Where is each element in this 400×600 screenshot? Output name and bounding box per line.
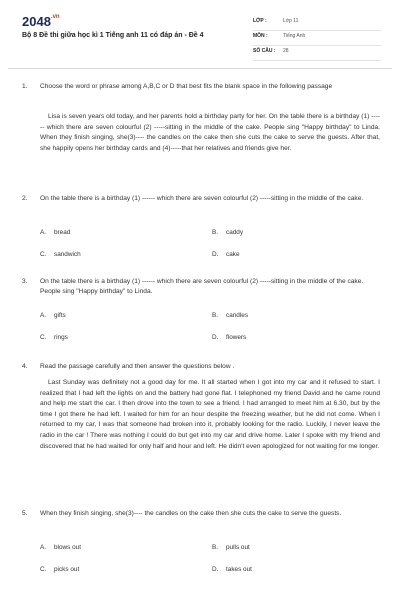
header-divider: [8, 68, 392, 69]
option-letter: B.: [212, 312, 219, 319]
option-text: candles: [226, 312, 249, 319]
option-text: blows out: [54, 544, 81, 551]
option-letter: D.: [212, 566, 219, 573]
meta-row-subject: [253, 31, 381, 46]
option-text: bread: [54, 229, 71, 236]
question-number: 5.: [22, 510, 28, 517]
option-letter: D.: [212, 251, 219, 258]
option-letter: C.: [40, 334, 47, 341]
meta-value: Tiếng Anh: [283, 33, 306, 39]
option-d[interactable]: [212, 566, 252, 573]
option-text: picks out: [54, 566, 80, 573]
meta-value: 28: [283, 48, 289, 54]
document-title: Bộ 8 Đề thi giữa học kì 1 Tiếng anh 11 có đáp án - Đề 4: [22, 32, 204, 39]
meta-key: MÔN :: [253, 33, 268, 39]
option-text: flowers: [226, 334, 247, 341]
option-b[interactable]: [212, 229, 243, 236]
site-logo[interactable]: [22, 14, 60, 29]
option-text: gifts: [54, 312, 66, 319]
option-letter: A.: [40, 312, 47, 319]
option-c[interactable]: [40, 334, 68, 341]
question-text: Choose the word or phrase among A,B,C or D that best fits the blank space in the following passage: [40, 83, 333, 90]
passage-2: Last Sunday was definitely not a good day for me. It all started when I got into my car and it refused to start. I realized that I had left the lights on and the battery had gone flat. I telephoned my friend David and he came round and help me start the car. I then drove into the town to see a friend. I had arranged to meet him at 6.30, but by the time I got there he had left. I waited for him for an hour despite the freezing weather, but he did not come. When I returned to my car, I was that someone had broken into it, probably looking for the radio. Luckily, I never leave the radio in the car ! There was nothing I could do but get into my car and drive home. Later I spoke with my friend and discovered that he had waited for only half and hour and left. He didn't even apologized for not waiting for me longer.: [40, 379, 380, 450]
meta-row-class: [253, 16, 381, 31]
option-letter: B.: [212, 229, 219, 236]
question-number: 2.: [22, 195, 28, 202]
question-number: 4.: [22, 363, 28, 370]
option-c[interactable]: [40, 566, 79, 573]
logo-text: 2048: [22, 14, 51, 29]
option-text: pulls out: [226, 544, 250, 551]
option-letter: A.: [40, 229, 47, 236]
meta-table: [253, 16, 381, 61]
option-a[interactable]: [40, 312, 66, 319]
logo-suffix: .vn: [50, 14, 60, 20]
question-text: On the table there is a birthday (1) ------ which there are seven colourful (2) -----sitting in the middle of the cake. People sing "Happy birthday" to Linda.: [40, 278, 364, 296]
question-text: Read the passage carefully and then answer the questions below .: [40, 363, 235, 370]
option-b[interactable]: [212, 544, 250, 551]
option-a[interactable]: [40, 544, 81, 551]
question-number: 1.: [22, 83, 28, 90]
meta-key: SỐ CÂU :: [253, 48, 276, 54]
question-text: On the table there is a birthday (1) ------ which there are seven colourful (2) -----sitting in the middle of the cake.: [40, 195, 364, 202]
option-text: sandwich: [54, 251, 81, 258]
question-number: 3.: [22, 278, 28, 285]
option-letter: A.: [40, 544, 47, 551]
meta-value: Lớp 11: [283, 18, 299, 24]
document-header: [0, 0, 400, 64]
option-letter: B.: [212, 544, 219, 551]
option-d[interactable]: [212, 251, 240, 258]
option-letter: D.: [212, 334, 219, 341]
option-text: rings: [54, 334, 68, 341]
option-c[interactable]: [40, 251, 81, 258]
option-letter: C.: [40, 566, 47, 573]
question-text: When they finish singing, she(3)---- the candles on the cake then she cuts the cake to serve the guests.: [40, 510, 342, 517]
meta-key: LỚP :: [253, 18, 267, 24]
meta-row-count: [253, 46, 381, 61]
option-d[interactable]: [212, 334, 246, 341]
option-text: caddy: [226, 229, 244, 236]
option-a[interactable]: [40, 229, 70, 236]
passage-1: Lisa is seven years old today, and her parents hold a birthday party for her. On the table there is a birthday (1) ------ which there are seven colourful (2) -----sitting in the middle of the cake. People sing "Happy birthday" to Linda. When they finish singing, she(3)---- the candles on the cake then she cuts the cake to serve the guests. After that, she happily opens her birthday cards and (4)-----that her relatives and friends give her.: [40, 113, 380, 152]
option-letter: C.: [40, 251, 47, 258]
option-text: takes out: [226, 566, 252, 573]
option-text: cake: [226, 251, 240, 258]
option-b[interactable]: [212, 312, 248, 319]
